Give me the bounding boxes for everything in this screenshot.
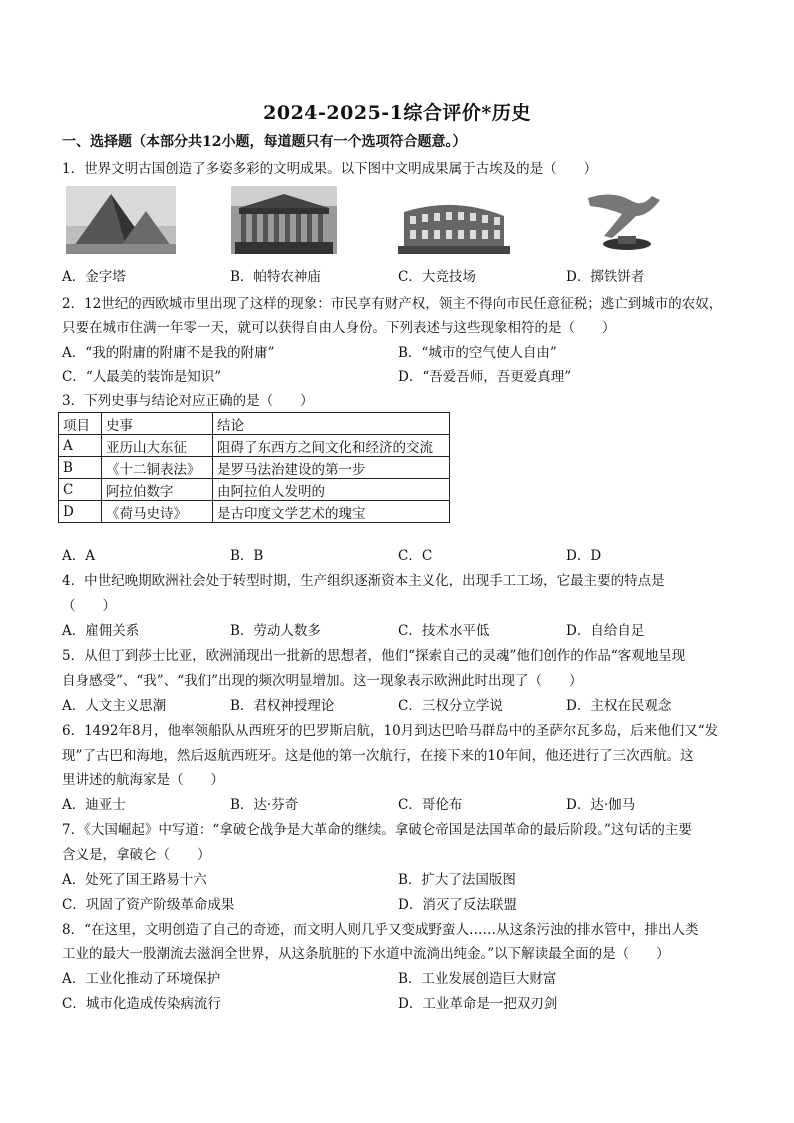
- q7-option-c[interactable]: C．巩固了资产阶级革命成果: [62, 897, 235, 913]
- q3-stem: 3．下列史事与结论对应正确的是（ ）: [62, 393, 314, 409]
- table-row: [59, 479, 450, 501]
- q5-option-d[interactable]: D．主权在民观念: [566, 698, 672, 714]
- q4-option-c[interactable]: C．技术水平低: [398, 623, 490, 639]
- q1-stem: 1．世界文明古国创造了多姿多彩的文明成果。以下图中文明成果属于古埃及的是（ ）: [62, 161, 598, 177]
- q5-stem-line1: 5．从但丁到莎士比亚，欧洲涌现出一批新的思想者，他们“探索自己的灵魂”他们创作的作品“客观地呈现: [62, 648, 686, 664]
- q3-table: [58, 412, 450, 523]
- table-cell: D: [59, 501, 102, 523]
- q4-option-d[interactable]: D．自给自足: [566, 623, 645, 639]
- q6-option-c[interactable]: C．哥伦布: [398, 797, 463, 813]
- table-cell: 是古印度文学艺术的瑰宝: [213, 501, 450, 523]
- q5-option-c[interactable]: C．三权分立学说: [398, 698, 503, 714]
- q8-option-b[interactable]: B．工业发展创造巨大财富: [398, 971, 557, 987]
- q5-option-a[interactable]: A．人文主义思潮: [62, 698, 167, 714]
- q6-option-a[interactable]: A．迪亚士: [62, 797, 126, 813]
- table-cell: A: [59, 435, 102, 457]
- q7-option-b[interactable]: B．扩大了法国版图: [398, 872, 516, 888]
- page-title: 2024-2025-1综合评价*历史: [263, 102, 531, 124]
- q4-option-b[interactable]: B．劳动人数多: [230, 623, 321, 639]
- table-cell: 阻碍了东西方之间文化和经济的交流: [213, 435, 450, 457]
- q8-option-d[interactable]: D．工业革命是一把双刃剑: [398, 996, 558, 1012]
- q1-option-d[interactable]: D．掷铁饼者: [566, 269, 645, 285]
- table-cell: 是罗马法治建设的第一步: [213, 457, 450, 479]
- q6-option-d[interactable]: D．达·伽马: [566, 797, 636, 813]
- q2-option-b[interactable]: B．“城市的空气使人自由”: [398, 345, 557, 361]
- q6-stem-line2: 现”了古巴和海地，然后返航西班牙。这是他的第一次航行，在接下来的10年间，他还进行了三次西航。这: [62, 748, 694, 764]
- q3-option-d[interactable]: D．D: [566, 548, 602, 564]
- q1-option-c[interactable]: C．大竞技场: [398, 269, 476, 285]
- q6-option-b[interactable]: B．达·芬奇: [230, 797, 299, 813]
- table-header-cell: 项目: [59, 413, 102, 435]
- q4-option-a[interactable]: A．雇佣关系: [62, 623, 140, 639]
- q8-option-c[interactable]: C．城市化造成传染病流行: [62, 996, 221, 1012]
- discobolus-image: [582, 186, 672, 254]
- q7-option-a[interactable]: A．处死了国王路易十六: [62, 872, 207, 888]
- q2-option-a[interactable]: A．“我的附庸的附庸不是我的附庸”: [62, 345, 275, 361]
- q8-stem-line2: 工业的最大一股潮流去滋润全世界，从这条肮脏的下水道中流淌出纯金。”以下解读最全面的是（ ）: [62, 946, 670, 962]
- q5-stem-line2: 自身感受”、“我”、“我们”出现的频次明显增加。这一现象表示欧洲此时出现了（ ）: [62, 673, 583, 689]
- q2-stem-line2: 只要在城市住满一年零一天，就可以获得自由人身份。下列表述与这些现象相符的是（ ）: [62, 320, 616, 336]
- table-cell: 阿拉伯数字: [102, 479, 213, 501]
- table-cell: C: [59, 479, 102, 501]
- q5-option-b[interactable]: B．君权神授理论: [230, 698, 335, 714]
- q7-stem-line2: 含义是，拿破仑（ ）: [62, 847, 211, 863]
- table-header-cell: 史事: [102, 413, 213, 435]
- q4-stem-line1: 4．中世纪晚期欧洲社会处于转型时期，生产组织逐渐资本主义化，出现手工工场，它最主要的特点是: [62, 573, 665, 589]
- q2-option-c[interactable]: C．“人最美的装饰是知识”: [62, 369, 222, 385]
- q7-stem-line1: 7．《大国崛起》中写道：“拿破仑战争是大革命的继续。拿破仑帝国是法国革命的最后阶段。”这句话的主要: [62, 822, 692, 838]
- q2-option-d[interactable]: D．“吾爱吾师，吾更爱真理”: [398, 369, 572, 385]
- table-header-cell: 结论: [213, 413, 450, 435]
- table-row: [59, 501, 450, 523]
- table-cell: 《十二铜表法》: [102, 457, 213, 479]
- q3-option-a[interactable]: A．A: [62, 548, 95, 564]
- q4-stem-line2: （ ）: [62, 598, 116, 614]
- q8-option-a[interactable]: A．工业化推动了环境保护: [62, 971, 221, 987]
- q1-option-a[interactable]: A．金字塔: [62, 269, 126, 285]
- q8-stem-line1: 8．“在这里，文明创造了自己的奇迹，而文明人则几乎又变成野蛮人……从这条污浊的排水管中，排出人类: [62, 922, 699, 938]
- table-row: [59, 457, 450, 479]
- table-cell: 《荷马史诗》: [102, 501, 213, 523]
- table-cell: 亚历山大东征: [102, 435, 213, 457]
- table-header-row: [59, 413, 450, 435]
- q6-stem-line3: 里讲述的航海家是（ ）: [62, 772, 224, 788]
- q7-option-d[interactable]: D．消灭了反法联盟: [398, 897, 517, 913]
- table-row: [59, 435, 450, 457]
- q1-option-b[interactable]: B．帕特农神庙: [230, 269, 321, 285]
- pyramids-image: [66, 186, 176, 254]
- table-cell: 由阿拉伯人发明的: [213, 479, 450, 501]
- q2-stem-line1: 2．12世纪的西欧城市里出现了这样的现象：市民享有财产权，领主不得向市民任意征税；逃亡到城市的农奴，: [62, 296, 723, 312]
- table-cell: B: [59, 457, 102, 479]
- q3-option-c[interactable]: C．C: [398, 548, 433, 564]
- colosseum-image: [398, 186, 510, 254]
- q3-option-b[interactable]: B．B: [230, 548, 264, 564]
- q6-stem-line1: 6．1492年8月，他率领船队从西班牙的巴罗斯启航，10月到达巴哈马群岛中的圣萨尔瓦多岛，后来他们又“发: [62, 723, 719, 739]
- parthenon-image: [231, 186, 337, 254]
- section-heading: 一、选择题（本部分共12小题，每道题只有一个选项符合题意。）: [62, 134, 467, 150]
